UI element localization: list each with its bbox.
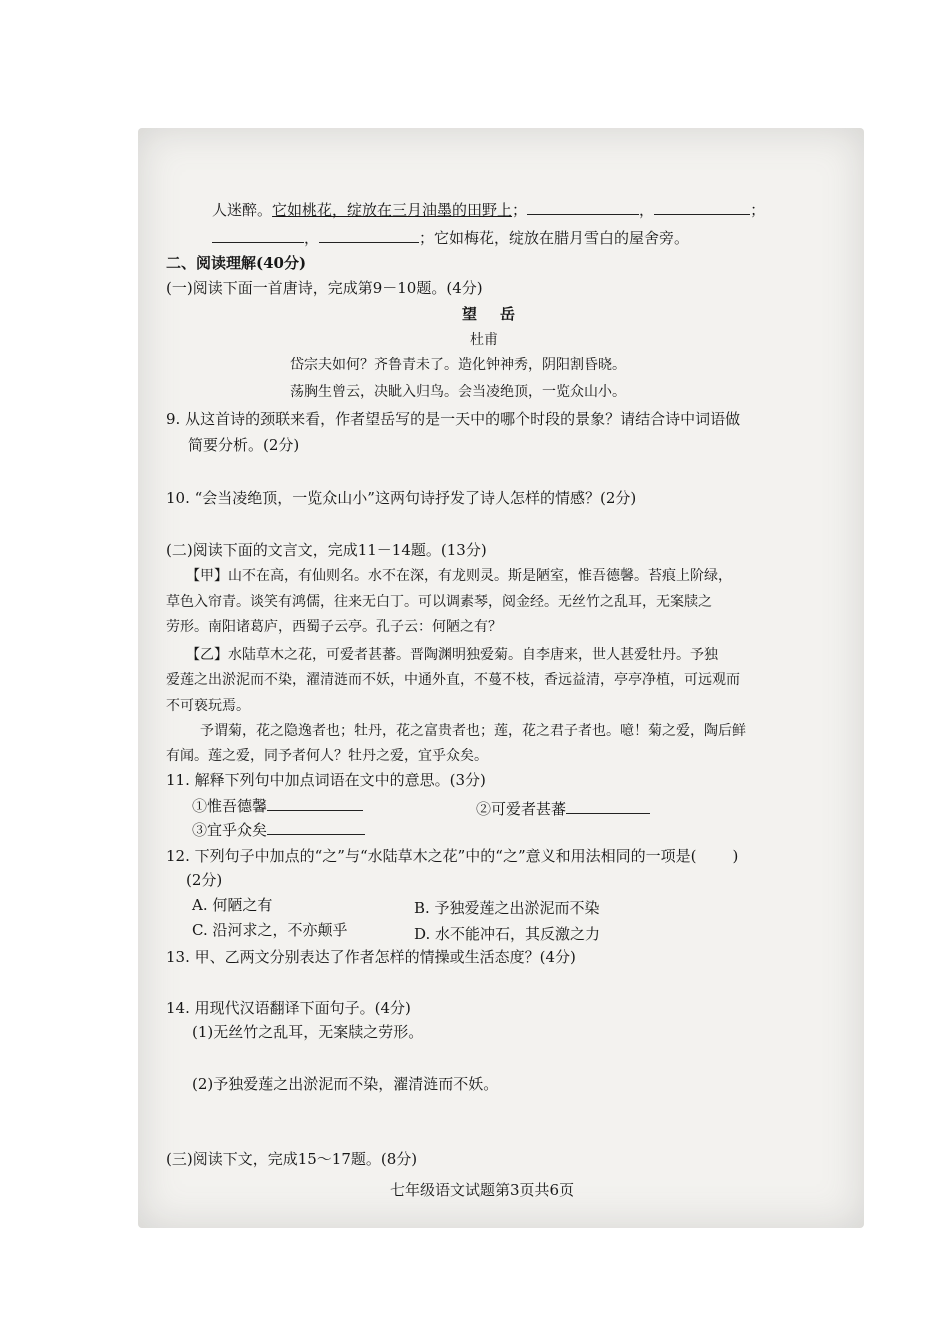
part3-intro: (三)阅读下文，完成15～17题。(8分) [166, 1150, 418, 1168]
option-b: B. 予独爱莲之出淤泥而不染 [414, 899, 600, 917]
passage-text-underlined: 它如桃花，绽放在三月油墨的田野上 [272, 201, 513, 219]
answer-blank-11-2[interactable] [566, 797, 650, 814]
text-jia-line-2: 草色入帘青。谈笑有鸿儒，往来无白丁。可以调素琴，阅金经。无丝竹之乱耳，无案牍之 [166, 594, 712, 610]
fill-blank-4[interactable] [319, 226, 419, 243]
text-jia-line-1: 【甲】山不在高，有仙则名。水不在深，有龙则灵。斯是陋室，惟吾德馨。苔痕上阶绿， [186, 568, 732, 584]
option-d: D. 水不能冲石，其反激之力 [414, 925, 601, 943]
question-11-item-2 [476, 797, 650, 819]
passage-line-2 [212, 226, 689, 248]
question-14-item-2: (2)予独爱莲之出淤泥而不染，濯清涟而不妖。 [192, 1075, 499, 1093]
option-a: A. 何陋之有 [192, 896, 273, 914]
question-11: 11. 解释下列句中加点词语在文中的意思。(3分) [166, 771, 486, 789]
question-10: 10. “会当凌绝顶，一览众山小”这两句诗抒发了诗人怎样的情感？(2分) [166, 489, 637, 507]
option-c: C. 沿河求之，不亦颠乎 [192, 921, 348, 939]
passage-punct: ， [639, 201, 655, 219]
question-13: 13. 甲、乙两文分别表达了作者怎样的情操或生活态度？(4分) [166, 948, 576, 966]
poem-line-1: 岱宗夫如何？齐鲁青未了。造化钟神秀，阴阳割昏晓。 [290, 357, 626, 373]
passage-line-1 [212, 198, 765, 220]
fill-blank-1[interactable] [527, 198, 639, 215]
passage-text: 人迷醉。 [212, 201, 273, 219]
text-yi-line-1: 【乙】水陆草木之花，可爱者甚蕃。晋陶渊明独爱菊。自李唐来，世人甚爱牡丹。予独 [186, 647, 718, 663]
item-text: ③宜乎众矣 [192, 821, 268, 839]
text-yi-line-4: 予谓菊，花之隐逸者也；牡丹，花之富贵者也；莲，花之君子者也。噫！菊之爱，陶后鲜 [200, 723, 746, 739]
question-14-item-1: (1)无丝竹之乱耳，无案牍之劳形。 [192, 1023, 424, 1041]
item-text: 12. 下列句子中加点的“之”与“水陆草木之花”中的“之”意义和用法相同的一项是( [166, 847, 697, 865]
part1-intro: (一)阅读下面一首唐诗，完成第9－10题。(4分) [166, 279, 483, 297]
text-yi-line-2: 爱莲之出淤泥而不染，濯清涟而不妖，中通外直，不蔓不枝，香远益清，亭亭净植，可远观而 [166, 672, 740, 688]
answer-blank-11-3[interactable] [267, 818, 365, 835]
fill-blank-2[interactable] [654, 198, 750, 215]
text-yi-line-3: 不可亵玩焉。 [166, 698, 250, 714]
question-12-score: (2分) [186, 871, 223, 889]
question-9-line-1: 9. 从这首诗的颈联来看，作者望岳写的是一天中的哪个时段的景象？请结合诗中词语做 [166, 410, 741, 428]
item-text: ) [732, 847, 739, 865]
item-text: ①惟吾德馨 [192, 797, 268, 815]
part2-intro: (二)阅读下面的文言文，完成11－14题。(13分) [166, 541, 487, 559]
poem-author: 杜甫 [470, 332, 498, 348]
fill-blank-3[interactable] [212, 226, 304, 243]
question-12 [166, 846, 738, 866]
page-footer: 七年级语文试题第3页共6页 [390, 1181, 575, 1199]
passage-punct: ， [304, 229, 320, 247]
question-14: 14. 用现代汉语翻译下面句子。(4分) [166, 999, 411, 1017]
question-11-item-3 [192, 818, 365, 840]
question-11-item-1 [192, 794, 363, 816]
text-yi-line-5: 有闻。莲之爱，同予者何人？牡丹之爱，宜乎众矣。 [166, 748, 488, 764]
poem-title: 望 岳 [462, 305, 520, 323]
passage-punct: ； [512, 201, 528, 219]
answer-blank-11-1[interactable] [267, 794, 363, 811]
text-jia-line-3: 劳形。南阳诸葛庐，西蜀子云亭。孔子云：何陋之有？ [166, 619, 502, 635]
section-heading: 二、阅读理解(40分) [166, 254, 307, 272]
passage-punct: ； [750, 201, 766, 219]
passage-text: ；它如梅花，绽放在腊月雪白的屋舍旁。 [419, 229, 690, 247]
poem-line-2: 荡胸生曾云，决眦入归鸟。会当凌绝顶，一览众山小。 [290, 384, 626, 400]
item-text: ②可爱者甚蕃 [476, 800, 567, 818]
question-9-line-2: 简要分析。(2分) [188, 436, 300, 454]
